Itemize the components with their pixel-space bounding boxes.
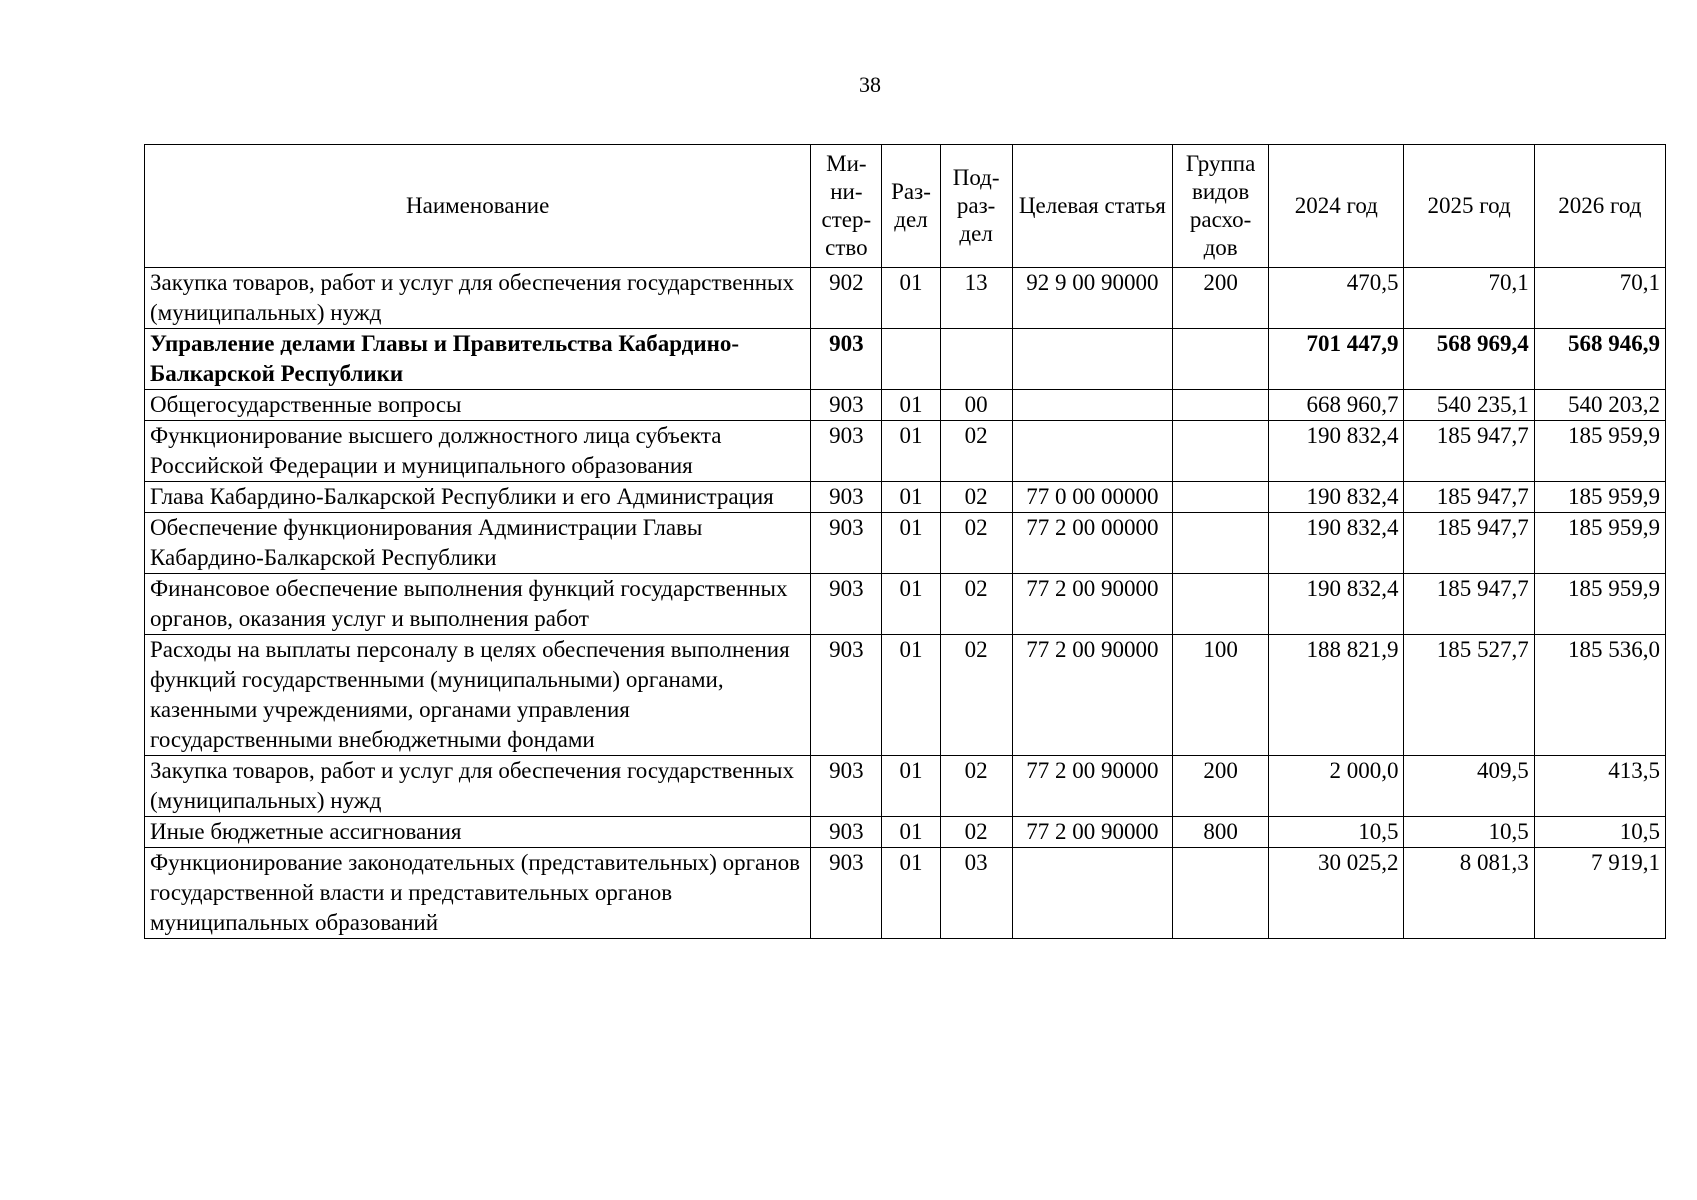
cell-target: 77 2 00 90000 xyxy=(1012,574,1172,635)
cell-subsection: 03 xyxy=(940,848,1012,939)
cell-target xyxy=(1012,421,1172,482)
header-row xyxy=(145,145,1666,268)
cell-y2026: 540 203,2 xyxy=(1534,390,1665,421)
cell-target: 77 2 00 90000 xyxy=(1012,756,1172,817)
cell-name: Финансовое обеспечение выполнения функций государственных органов, оказания услуг и выполнения работ xyxy=(145,574,811,635)
cell-name: Функционирование законодательных (представительных) органов государственной власти и представительных органов муниципальных образований xyxy=(145,848,811,939)
table-row xyxy=(145,482,1666,513)
cell-y2025: 409,5 xyxy=(1404,756,1534,817)
cell-y2025: 70,1 xyxy=(1404,268,1534,329)
cell-subsection xyxy=(940,329,1012,390)
header-subsection: Под-раз-дел xyxy=(940,145,1012,268)
cell-y2026: 185 959,9 xyxy=(1534,421,1665,482)
cell-section: 01 xyxy=(882,482,940,513)
cell-section: 01 xyxy=(882,574,940,635)
cell-section: 01 xyxy=(882,756,940,817)
cell-section xyxy=(882,329,940,390)
cell-target: 77 2 00 90000 xyxy=(1012,817,1172,848)
table-row xyxy=(145,329,1666,390)
table-row xyxy=(145,268,1666,329)
header-year-2024: 2024 год xyxy=(1269,145,1404,268)
cell-y2024: 10,5 xyxy=(1269,817,1404,848)
cell-y2024: 190 832,4 xyxy=(1269,421,1404,482)
cell-subsection: 13 xyxy=(940,268,1012,329)
cell-y2024: 30 025,2 xyxy=(1269,848,1404,939)
cell-y2025: 8 081,3 xyxy=(1404,848,1534,939)
cell-y2024: 701 447,9 xyxy=(1269,329,1404,390)
table-row xyxy=(145,848,1666,939)
table-body xyxy=(145,268,1666,939)
header-year-2026: 2026 год xyxy=(1534,145,1665,268)
cell-subsection: 02 xyxy=(940,817,1012,848)
cell-group: 200 xyxy=(1173,756,1269,817)
cell-y2025: 185 527,7 xyxy=(1404,635,1534,756)
cell-y2024: 470,5 xyxy=(1269,268,1404,329)
cell-name: Закупка товаров, работ и услуг для обеспечения государственных (муниципальных) нужд xyxy=(145,756,811,817)
cell-y2026: 185 959,9 xyxy=(1534,574,1665,635)
cell-target: 77 2 00 90000 xyxy=(1012,635,1172,756)
cell-group xyxy=(1173,513,1269,574)
cell-name: Глава Кабардино-Балкарской Республики и его Администрация xyxy=(145,482,811,513)
table-row xyxy=(145,513,1666,574)
cell-name: Иные бюджетные ассигнования xyxy=(145,817,811,848)
table-row xyxy=(145,756,1666,817)
cell-subsection: 02 xyxy=(940,513,1012,574)
cell-y2025: 185 947,7 xyxy=(1404,513,1534,574)
cell-group: 100 xyxy=(1173,635,1269,756)
cell-ministry: 903 xyxy=(811,329,882,390)
cell-ministry: 903 xyxy=(811,421,882,482)
cell-ministry: 902 xyxy=(811,268,882,329)
cell-y2026: 568 946,9 xyxy=(1534,329,1665,390)
cell-name: Общегосударственные вопросы xyxy=(145,390,811,421)
cell-ministry: 903 xyxy=(811,390,882,421)
cell-section: 01 xyxy=(882,421,940,482)
cell-y2026: 185 959,9 xyxy=(1534,513,1665,574)
cell-ministry: 903 xyxy=(811,848,882,939)
header-year-2025: 2025 год xyxy=(1404,145,1534,268)
cell-section: 01 xyxy=(882,268,940,329)
cell-name: Закупка товаров, работ и услуг для обеспечения государственных (муниципальных) нужд xyxy=(145,268,811,329)
cell-name: Расходы на выплаты персоналу в целях обеспечения выполнения функций государственными (муниципальными) органами, казенными учреждениями, органами управления государственными внебюджетными фондами xyxy=(145,635,811,756)
cell-group xyxy=(1173,848,1269,939)
cell-group xyxy=(1173,390,1269,421)
table-row xyxy=(145,635,1666,756)
cell-y2026: 413,5 xyxy=(1534,756,1665,817)
header-target-article: Целевая статья xyxy=(1012,145,1172,268)
cell-group xyxy=(1173,421,1269,482)
cell-target: 77 0 00 00000 xyxy=(1012,482,1172,513)
cell-y2024: 668 960,7 xyxy=(1269,390,1404,421)
cell-group xyxy=(1173,574,1269,635)
cell-y2025: 185 947,7 xyxy=(1404,421,1534,482)
cell-target: 77 2 00 00000 xyxy=(1012,513,1172,574)
cell-y2026: 10,5 xyxy=(1534,817,1665,848)
cell-y2026: 185 536,0 xyxy=(1534,635,1665,756)
cell-subsection: 02 xyxy=(940,574,1012,635)
cell-y2025: 568 969,4 xyxy=(1404,329,1534,390)
table-row xyxy=(145,421,1666,482)
table-header xyxy=(145,145,1666,268)
cell-y2026: 185 959,9 xyxy=(1534,482,1665,513)
cell-y2026: 70,1 xyxy=(1534,268,1665,329)
cell-y2024: 188 821,9 xyxy=(1269,635,1404,756)
cell-section: 01 xyxy=(882,635,940,756)
cell-y2026: 7 919,1 xyxy=(1534,848,1665,939)
cell-ministry: 903 xyxy=(811,482,882,513)
cell-y2025: 540 235,1 xyxy=(1404,390,1534,421)
cell-target xyxy=(1012,848,1172,939)
cell-name: Управление делами Главы и Правительства Кабардино-Балкарской Республики xyxy=(145,329,811,390)
cell-ministry: 903 xyxy=(811,817,882,848)
cell-y2024: 190 832,4 xyxy=(1269,513,1404,574)
header-expense-group: Группа видов расхо-дов xyxy=(1173,145,1269,268)
cell-group: 200 xyxy=(1173,268,1269,329)
cell-subsection: 02 xyxy=(940,635,1012,756)
cell-section: 01 xyxy=(882,817,940,848)
header-section: Раз-дел xyxy=(882,145,940,268)
cell-target: 92 9 00 90000 xyxy=(1012,268,1172,329)
cell-name: Функционирование высшего должностного лица субъекта Российской Федерации и муниципального образования xyxy=(145,421,811,482)
cell-ministry: 903 xyxy=(811,574,882,635)
cell-ministry: 903 xyxy=(811,513,882,574)
table-row xyxy=(145,574,1666,635)
cell-ministry: 903 xyxy=(811,756,882,817)
cell-target xyxy=(1012,390,1172,421)
cell-section: 01 xyxy=(882,848,940,939)
cell-subsection: 02 xyxy=(940,756,1012,817)
page-number: 38 xyxy=(859,72,881,97)
cell-y2024: 190 832,4 xyxy=(1269,482,1404,513)
cell-group xyxy=(1173,482,1269,513)
cell-subsection: 00 xyxy=(940,390,1012,421)
cell-target xyxy=(1012,329,1172,390)
cell-group: 800 xyxy=(1173,817,1269,848)
cell-section: 01 xyxy=(882,390,940,421)
cell-ministry: 903 xyxy=(811,635,882,756)
table-row xyxy=(145,390,1666,421)
cell-group xyxy=(1173,329,1269,390)
cell-subsection: 02 xyxy=(940,421,1012,482)
header-name: Наименование xyxy=(145,145,811,268)
cell-y2025: 185 947,7 xyxy=(1404,482,1534,513)
cell-name: Обеспечение функционирования Администрации Главы Кабардино-Балкарской Республики xyxy=(145,513,811,574)
cell-subsection: 02 xyxy=(940,482,1012,513)
cell-y2024: 190 832,4 xyxy=(1269,574,1404,635)
cell-y2025: 10,5 xyxy=(1404,817,1534,848)
header-ministry: Ми-ни-стер-ство xyxy=(811,145,882,268)
cell-y2024: 2 000,0 xyxy=(1269,756,1404,817)
budget-table xyxy=(144,144,1666,939)
table-row xyxy=(145,817,1666,848)
cell-y2025: 185 947,7 xyxy=(1404,574,1534,635)
cell-section: 01 xyxy=(882,513,940,574)
